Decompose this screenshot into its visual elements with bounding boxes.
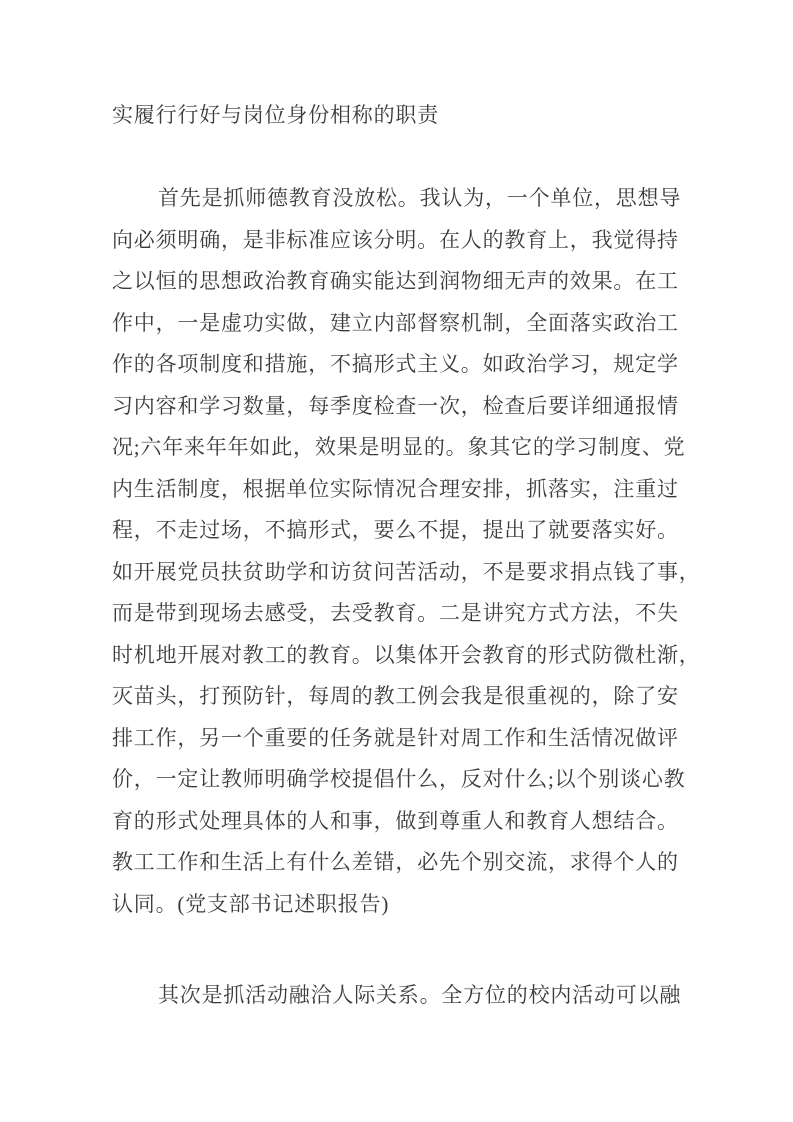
paragraph-line: 而是带到现场去感受，去受教育。二是讲究方式方法，不失 [112,601,679,625]
paragraph-line: 排工作，另一个重要的任务就是针对周工作和生活情况做评 [112,725,679,750]
paragraph-line: 习内容和学习数量，每季度检查一次，检查后要详细通报情 [112,393,679,418]
paragraph-line: 教工工作和生活上有什么差错，必先个别交流，求得个人的 [112,850,679,874]
paragraph-line: 作中，一是虚功实做，建立内部督察机制，全面落实政治工 [112,310,679,335]
paragraph-line: 灭苗头，打预防针，每周的教工例会我是很重视的，除了安 [112,684,679,708]
paragraph-2 [112,975,684,1017]
paragraph-line: 况;六年来年年如此，效果是明显的。象其它的学习制度、党 [112,435,686,459]
paragraph-line: 之以恒的思想政治教育确实能达到润物细无声的效果。在工 [112,269,679,293]
paragraph-line: 时机地开展对教工的教育。以集体开会教育的形式防微杜渐， [112,642,701,667]
paragraph-line: 向必须明确，是非标准应该分明。在人的教育上，我觉得持 [112,227,679,252]
paragraph-line: 如开展党员扶贫助学和访贫问苦活动，不是要求捐点钱了事， [112,559,701,584]
paragraph-line: 首先是抓师德教育没放松。我认为，一个单位，思想导 [158,186,682,210]
paragraph-line: 作的各项制度和措施，不搞形式主义。如政治学习，规定学 [112,352,679,376]
paragraph-line: 内生活制度，根据单位实际情况合理安排，抓落实，注重过 [112,476,679,501]
paragraph-line: 育的形式处理具体的人和事，做到尊重人和教育人想结合。 [112,808,679,833]
paragraph-line: 认同。(党支部书记述职报告) [112,891,390,916]
paragraph-1 [112,178,701,925]
heading-continuation-line: 实履行行好与岗位身份相称的职责 [112,103,439,127]
paragraph-line: 价，一定让教师明确学校提倡什么，反对什么;以个别谈心教 [112,767,686,791]
paragraph-line: 程，不走过场，不搞形式，要么不提，提出了就要落实好。 [112,518,679,542]
paragraph-line: 其次是抓活动融洽人际关系。全方位的校内活动可以融 [158,983,682,1007]
